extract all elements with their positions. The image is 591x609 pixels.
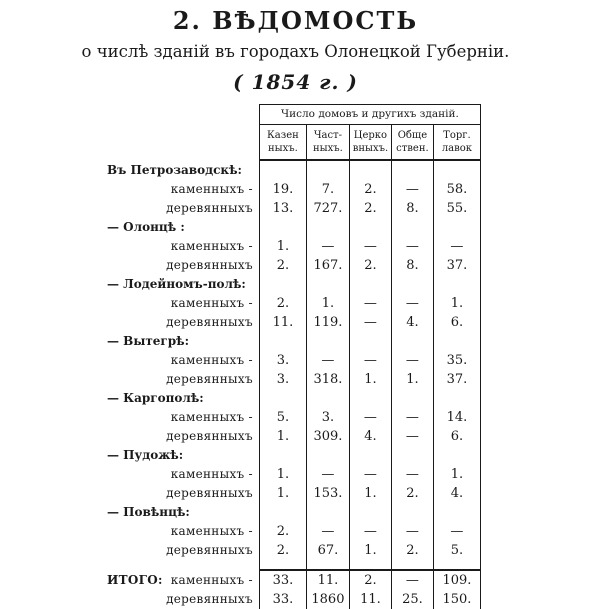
value-cell: —: [349, 408, 391, 427]
empty-cell: [306, 446, 349, 465]
value-cell: 1.: [349, 370, 391, 389]
rule-cell: [391, 560, 433, 570]
table-row: [107, 199, 480, 218]
empty-cell: [433, 503, 480, 522]
rule-cell: [349, 560, 391, 570]
empty-cell: [306, 160, 349, 180]
empty-cell: [349, 389, 391, 408]
value-cell: —: [306, 351, 349, 370]
value-cell: —: [433, 237, 480, 256]
table-row: [107, 465, 480, 484]
value-cell: 150.: [433, 590, 480, 609]
value-cell: 11.: [306, 570, 349, 590]
value-cell: 3.: [259, 351, 306, 370]
value-cell: —: [349, 351, 391, 370]
value-cell: 1.: [259, 465, 306, 484]
row-label: каменныхъ -: [170, 296, 253, 310]
empty-cell: [433, 389, 480, 408]
value-cell: —: [349, 522, 391, 541]
city-heading-row: [107, 446, 480, 465]
value-cell: 2.: [349, 570, 391, 590]
value-cell: 4.: [349, 427, 391, 446]
value-cell: 55.: [433, 199, 480, 218]
value-cell: —: [391, 465, 433, 484]
value-cell: 2.: [391, 484, 433, 503]
value-cell: 67.: [306, 541, 349, 560]
table-row: [107, 408, 480, 427]
city-name: Въ Петрозаводскѣ:: [107, 162, 242, 177]
value-cell: 1.: [349, 541, 391, 560]
row-label: деревянныхъ: [166, 315, 253, 329]
empty-cell: [433, 275, 480, 294]
value-cell: 37.: [433, 256, 480, 275]
empty-cell: [349, 218, 391, 237]
empty-cell: [349, 160, 391, 180]
empty-cell: [391, 218, 433, 237]
value-cell: —: [349, 237, 391, 256]
value-cell: 1.: [259, 427, 306, 446]
value-cell: —: [391, 294, 433, 313]
value-cell: 2.: [259, 522, 306, 541]
empty-cell: [259, 275, 306, 294]
value-cell: 1860: [306, 590, 349, 609]
value-cell: —: [391, 351, 433, 370]
value-cell: —: [391, 237, 433, 256]
empty-cell: [306, 218, 349, 237]
empty-cell: [349, 503, 391, 522]
empty-cell: [306, 332, 349, 351]
city-name: — Каргополѣ:: [107, 391, 204, 405]
column-header: Торг. лавок: [433, 125, 480, 161]
value-cell: 2.: [349, 180, 391, 199]
table-row: [107, 484, 480, 503]
row-label: деревянныхъ: [166, 429, 253, 443]
city-heading-row: [107, 332, 480, 351]
empty-cell: [306, 389, 349, 408]
table-row: [107, 541, 480, 560]
row-label: деревянныхъ: [166, 372, 253, 386]
value-cell: 109.: [433, 570, 480, 590]
empty-cell: [433, 218, 480, 237]
value-cell: —: [433, 522, 480, 541]
value-cell: —: [391, 522, 433, 541]
rule-cell: [306, 560, 349, 570]
empty-cell: [349, 446, 391, 465]
value-cell: 25.: [391, 590, 433, 609]
table-row: [107, 351, 480, 370]
column-header: Церко вныхъ.: [349, 125, 391, 161]
city-heading-row: [107, 275, 480, 294]
value-cell: 33.: [259, 590, 306, 609]
table-row: [107, 180, 480, 199]
empty-cell: [259, 160, 306, 180]
value-cell: 1.: [259, 484, 306, 503]
value-cell: 8.: [391, 256, 433, 275]
row-label: каменныхъ -: [170, 467, 253, 481]
empty-cell: [259, 503, 306, 522]
value-cell: 37.: [433, 370, 480, 389]
rule-cell: [259, 560, 306, 570]
value-cell: —: [306, 522, 349, 541]
empty-cell: [306, 275, 349, 294]
document-year: ( 1854 г. ): [233, 70, 358, 94]
city-name: — Олонцѣ :: [107, 220, 185, 234]
row-label: каменныхъ -: [170, 239, 253, 253]
city-heading-row: [107, 218, 480, 237]
empty-cell: [349, 332, 391, 351]
value-cell: 2.: [349, 256, 391, 275]
value-cell: 1.: [259, 237, 306, 256]
table-row: [107, 522, 480, 541]
value-cell: 318.: [306, 370, 349, 389]
empty-cell: [433, 160, 480, 180]
table-row: [107, 294, 480, 313]
city-name: — Вытегрѣ:: [107, 334, 190, 348]
value-cell: 2.: [259, 541, 306, 560]
row-label: деревянныхъ: [166, 592, 253, 606]
empty-cell: [391, 446, 433, 465]
value-cell: —: [306, 465, 349, 484]
value-cell: 727.: [306, 199, 349, 218]
city-heading-row: [107, 160, 480, 180]
table-row: [107, 237, 480, 256]
table-row: [107, 427, 480, 446]
value-cell: 14.: [433, 408, 480, 427]
city-name: — Лодейномъ-полѣ:: [107, 277, 246, 291]
value-cell: 309.: [306, 427, 349, 446]
city-name: — Повѣнцѣ:: [107, 505, 190, 519]
column-header: Казен ныхъ.: [259, 125, 306, 161]
empty-cell: [349, 275, 391, 294]
total-label: ИТОГО:: [107, 572, 163, 587]
row-label: деревянныхъ: [166, 258, 253, 272]
empty-cell: [259, 332, 306, 351]
empty-cell: [391, 160, 433, 180]
empty-cell: [391, 332, 433, 351]
table-row: [107, 370, 480, 389]
value-cell: 5.: [433, 541, 480, 560]
value-cell: —: [391, 408, 433, 427]
row-label: деревянныхъ: [166, 201, 253, 215]
value-cell: 6.: [433, 313, 480, 332]
value-cell: 5.: [259, 408, 306, 427]
value-cell: 7.: [306, 180, 349, 199]
empty-cell: [259, 218, 306, 237]
value-cell: —: [349, 465, 391, 484]
value-cell: 3.: [259, 370, 306, 389]
total-row-label: [107, 570, 259, 590]
total-separator: [107, 560, 480, 570]
empty-cell: [306, 503, 349, 522]
value-cell: —: [306, 237, 349, 256]
table-row: [107, 256, 480, 275]
value-cell: 58.: [433, 180, 480, 199]
empty-cell: [259, 446, 306, 465]
value-cell: 4.: [433, 484, 480, 503]
value-cell: 167.: [306, 256, 349, 275]
city-name: — Пудожѣ:: [107, 448, 184, 462]
value-cell: 153.: [306, 484, 349, 503]
row-label: каменныхъ -: [170, 182, 253, 196]
value-cell: —: [391, 180, 433, 199]
buildings-table: [107, 104, 481, 609]
value-cell: 1.: [433, 294, 480, 313]
value-cell: 3.: [306, 408, 349, 427]
value-cell: —: [349, 313, 391, 332]
value-cell: 1.: [391, 370, 433, 389]
city-heading-row: [107, 503, 480, 522]
value-cell: 13.: [259, 199, 306, 218]
value-cell: 1.: [433, 465, 480, 484]
empty-cell: [391, 275, 433, 294]
value-cell: —: [391, 427, 433, 446]
value-cell: 19.: [259, 180, 306, 199]
value-cell: 35.: [433, 351, 480, 370]
value-cell: 8.: [391, 199, 433, 218]
group-header: Число домовъ и другихъ зданій.: [259, 105, 480, 125]
row-label: каменныхъ -: [170, 524, 253, 538]
empty-cell: [259, 389, 306, 408]
empty-cell: [391, 503, 433, 522]
value-cell: 2.: [259, 294, 306, 313]
row-label: деревянныхъ: [166, 486, 253, 500]
value-cell: —: [349, 294, 391, 313]
row-label: каменныхъ -: [170, 410, 253, 424]
value-cell: 1.: [306, 294, 349, 313]
column-header: Част- ныхъ.: [306, 125, 349, 161]
value-cell: 11.: [349, 590, 391, 609]
value-cell: —: [391, 570, 433, 590]
value-cell: 33.: [259, 570, 306, 590]
spacer: [107, 560, 259, 570]
column-header: Обще ствен.: [391, 125, 433, 161]
value-cell: 11.: [259, 313, 306, 332]
value-cell: 1.: [349, 484, 391, 503]
value-cell: 2.: [391, 541, 433, 560]
value-cell: 4.: [391, 313, 433, 332]
empty-cell: [433, 446, 480, 465]
table-row: [107, 590, 480, 609]
table-row: [107, 570, 480, 590]
value-cell: 6.: [433, 427, 480, 446]
table-row: [107, 313, 480, 332]
value-cell: 2.: [349, 199, 391, 218]
rule-cell: [433, 560, 480, 570]
empty-cell: [391, 389, 433, 408]
row-label: каменныхъ -: [170, 572, 253, 587]
city-heading-row: [107, 389, 480, 408]
row-label: деревянныхъ: [166, 543, 253, 557]
document-heading: 2. ВѢДОМОСТЬ: [172, 6, 419, 35]
value-cell: 2.: [259, 256, 306, 275]
row-label: каменныхъ -: [170, 353, 253, 367]
document-subtitle: о числѣ зданій въ городахъ Олонецкой Губерніи.: [81, 42, 510, 61]
value-cell: 119.: [306, 313, 349, 332]
empty-cell: [433, 332, 480, 351]
